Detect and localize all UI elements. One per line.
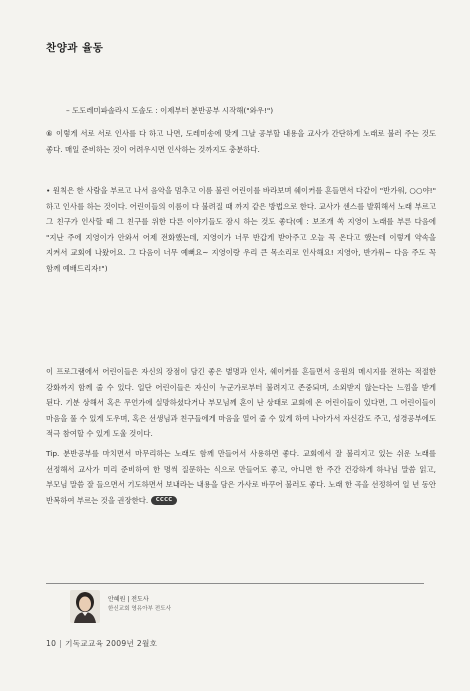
section-title: 찬양과 율동: [46, 42, 104, 54]
end-mark-icon: CCCC: [151, 496, 177, 505]
paragraph-step-6: [46, 126, 436, 157]
page-number: 10: [46, 639, 57, 648]
paragraph-program-effect: [46, 364, 436, 442]
publication-name: 기독교교육 2009년 2월호: [65, 639, 158, 648]
paragraph-tip-text: [46, 446, 436, 508]
paragraph-tip: [46, 446, 436, 508]
doremi-text: – 도도레미파솔라시 도솔도 : 이제부터 분반공부 시작해("와우!"): [66, 106, 274, 115]
author-name: 안혜원 | 전도사: [108, 596, 149, 603]
page-footer: [46, 638, 157, 649]
tip-text: Tip. 분반공부를 마치면서 마무리하는 노래도 함께 만들어서 사용하면 좋다. 교회에서 잘 불리지고 있는 쉬운 노래를 선정해서 교사가 미리 준비하여 한 명씩 질문하는 식으로 만들어도 좋고, 아니면 한 주간 건강하게 하나님 말씀 읽고, 부모님 말씀 잘 들으면서 기도하면서 보내라는 내용을 담은 가사로 바꾸어 불러도 좋다. 노래 한 곡을 선정하여 일 년 동안 반복하여 부르는 것을 권장한다.: [46, 449, 436, 505]
paragraph-text: ⑥ 이렇게 서로 서로 인사를 다 하고 나면, 도레미송에 맞게 그날 공부할 내용을 교사가 간단하게 노래로 불러 주는 것도 좋다. 매일 준비하는 것이 어려우시면 인사하는 것까지도 충분하다.: [46, 129, 436, 154]
author-photo: [70, 590, 100, 623]
doremi-line: [66, 103, 456, 119]
paragraph-principle: [46, 183, 436, 276]
author-role: 한신교회 영유아부 전도사: [108, 606, 171, 612]
author-portrait-icon: [70, 590, 100, 623]
footer-divider: [46, 583, 424, 584]
paragraph-text: • 원칙은 한 사람을 부르고 나서 음악을 멈추고 이름 불린 어린이를 바라보며 쉐이커를 흔들면서 다같이 "반가워, ○○야!" 하고 인사를 하는 것이다. 어린이들의 이름이 다 불려질 때 까지 같은 방법으로 한다. 교사가 센스를 발휘해서 노래 부르고 그 친구가 인사할 때 그 친구를 위한 다른 이야기들도 잠시 하는 것도 좋다(예 : 보조개 쏙 지영이 노래를 부른 다음에 "지난 주에 지영이가 안와서 어제 전화했는데, 지영이가 너무 반갑게 받아주고 오늘 꼭 온다고 했는데 이렇게 약속을 지켜서 교회에 나왔어요. 그 다음이 너무 예뻐요~ 지영이랑 우리 큰 목소리로 인사해요! 지영아, 반가워~ 다음 주도 꼭 함께 예배드리자!"): [46, 186, 436, 273]
footer-separator: |: [59, 639, 63, 648]
paragraph-text: 이 프로그램에서 어린이들은 자신의 장점이 담긴 좋은 별명과 인사, 쉐이커를 흔들면서 응원의 메시지를 전하는 적절한 강화까지 함께 줄 수 있다. 일단 어린이들은 자신이 누군가로부터 불려지고 존중되며, 소외받지 않는다는 느낌을 받게 된다. 기분 상해서 혹은 무언가에 실망하셨다거나 부모님께 혼이 난 상태로 교회에 온 어린이들이 있다면, 그 어린이들이 마음을 풀 수 있게 도우며, 혹은 선생님과 친구들에게 마음을 열어 줄 수 있게 하여 나아가서 자신감도 주고, 성경공부에도 적극 참여할 수 있게 도울 것이다.: [46, 367, 436, 438]
